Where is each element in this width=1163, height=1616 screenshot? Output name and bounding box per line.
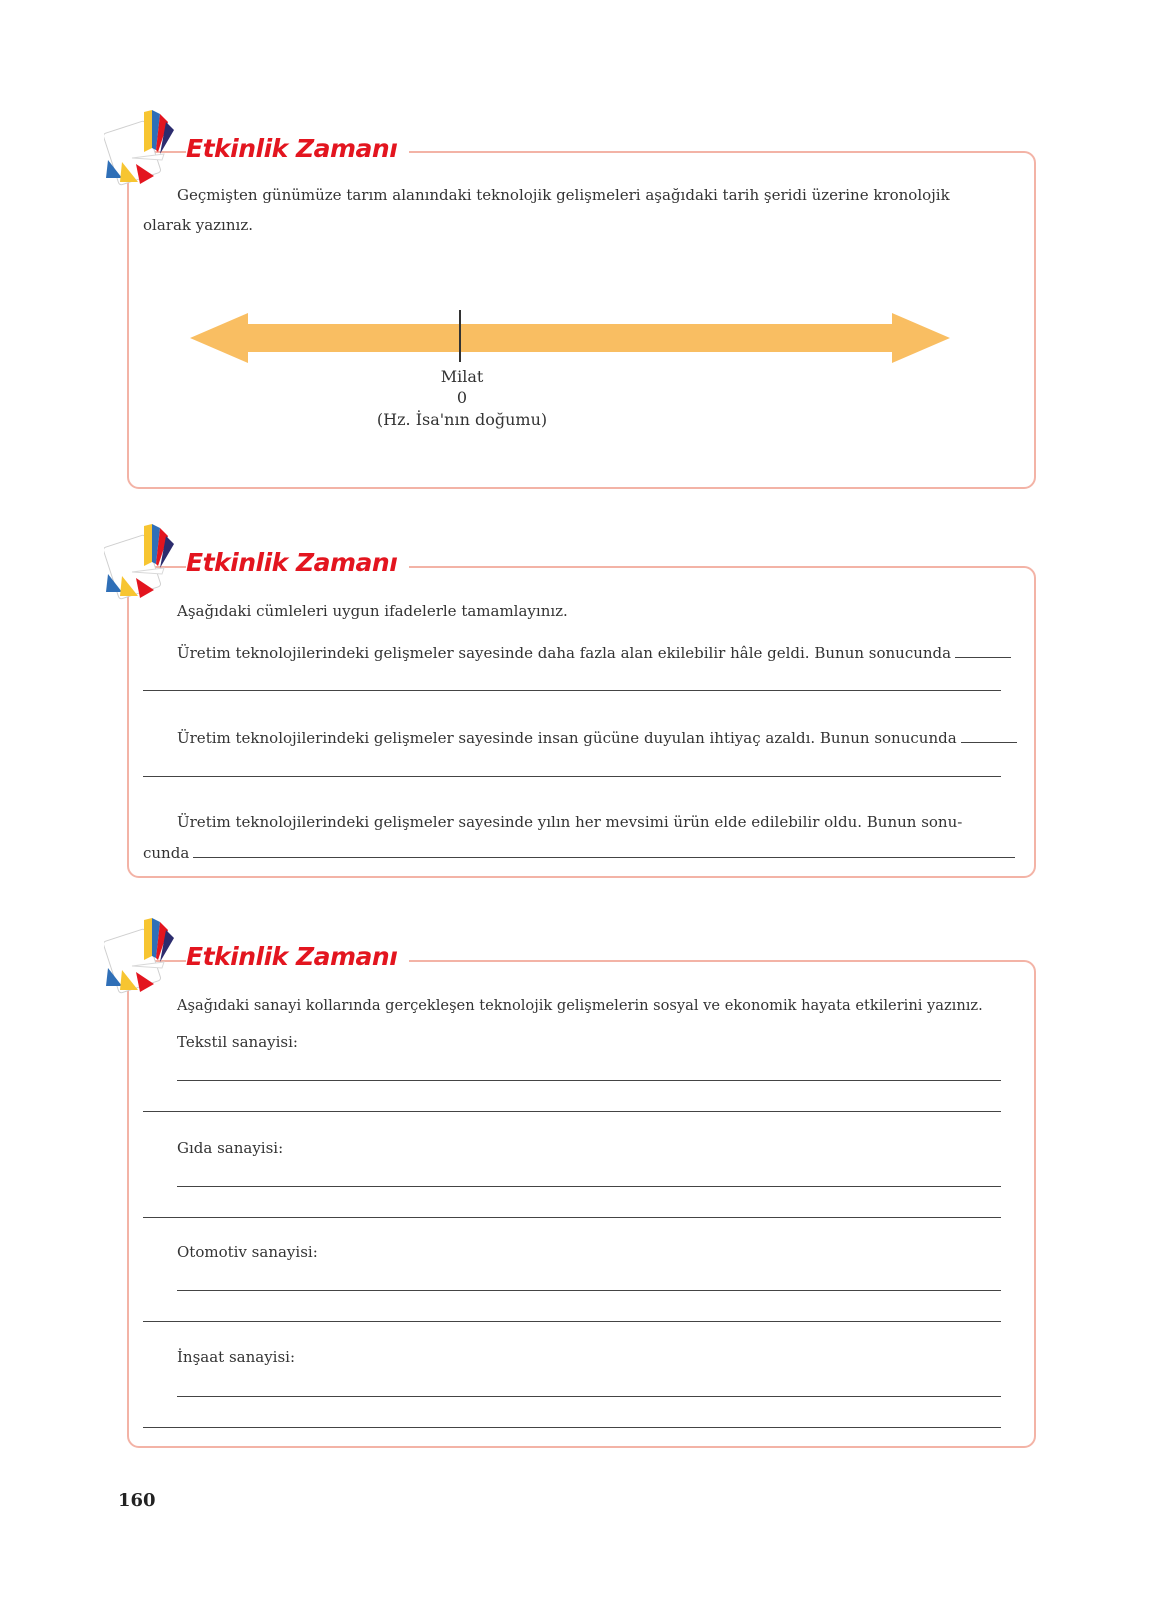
instruction-3: Aşağıdaki sanayi kollarında gerçekleşen teknolojik gelişmelerin sosyal ve ekonomik hayata etkilerini yazınız. bbox=[177, 997, 983, 1014]
timeline-label-note: (Hz. İsa'nın doğumu) bbox=[376, 410, 548, 429]
sentence-2-text: Üretim teknolojilerindeki gelişmeler sayesinde insan gücüne duyulan ihtiyaç azaldı. Bunun sonucunda bbox=[177, 729, 957, 747]
sentence-3-line-a: Üretim teknolojilerindeki gelişmeler sayesinde yılın her mevsimi ürün elde edilebilir oldu. Bunun sonu- bbox=[177, 813, 963, 831]
answer-line-food-1[interactable] bbox=[177, 1186, 1001, 1187]
answer-line-construction-2[interactable] bbox=[143, 1427, 1001, 1428]
instruction-2: Aşağıdaki cümleleri uygun ifadelerle tamamlayınız. bbox=[177, 602, 568, 620]
industry-label-textile: Tekstil sanayisi: bbox=[177, 1033, 298, 1051]
timeline-arrow bbox=[190, 310, 950, 366]
activity-title: Etkinlik Zamanı bbox=[186, 942, 409, 971]
answer-line-construction-1[interactable] bbox=[177, 1396, 1001, 1397]
industry-label-construction: İnşaat sanayisi: bbox=[177, 1348, 296, 1366]
industry-label-food: Gıda sanayisi: bbox=[177, 1139, 284, 1157]
sentence-2-blank[interactable] bbox=[961, 728, 1017, 743]
activity-logo-icon bbox=[104, 108, 184, 188]
activity-title: Etkinlik Zamanı bbox=[186, 134, 409, 163]
sentence-3-blank[interactable] bbox=[193, 843, 1015, 858]
timeline-arrow-shape bbox=[190, 313, 950, 363]
page-number: 160 bbox=[118, 1490, 156, 1511]
answer-line-1[interactable] bbox=[143, 690, 1001, 691]
sentence-1-text: Üretim teknolojilerindeki gelişmeler sayesinde daha fazla alan ekilebilir hâle geldi. Bunun sonucunda bbox=[177, 644, 952, 662]
industry-label-automotive: Otomotiv sanayisi: bbox=[177, 1243, 318, 1261]
sentence-3-line-b bbox=[143, 838, 1003, 868]
activity-logo-icon bbox=[104, 916, 184, 996]
timeline-label-milat: Milat bbox=[440, 367, 484, 386]
answer-line-food-2[interactable] bbox=[143, 1217, 1001, 1218]
sentence-3-text: cunda bbox=[143, 844, 190, 862]
activity-logo-icon bbox=[104, 522, 184, 602]
timeline-label-zero: 0 bbox=[456, 388, 468, 407]
sentence-2 bbox=[177, 723, 1007, 753]
answer-line-2[interactable] bbox=[143, 776, 1001, 777]
answer-line-textile-1[interactable] bbox=[177, 1080, 1001, 1081]
sentence-1-blank[interactable] bbox=[955, 643, 1011, 658]
activity-title: Etkinlik Zamanı bbox=[186, 548, 409, 577]
sentence-1 bbox=[177, 638, 1007, 668]
answer-line-automotive-2[interactable] bbox=[143, 1321, 1001, 1322]
instruction-1: Geçmişten günümüze tarım alanındaki teknolojik gelişmeleri aşağıdaki tarih şeridi üzerine kronolojik olarak yazınız. bbox=[143, 186, 950, 234]
answer-line-automotive-1[interactable] bbox=[177, 1290, 1001, 1291]
answer-line-textile-2[interactable] bbox=[143, 1111, 1001, 1112]
